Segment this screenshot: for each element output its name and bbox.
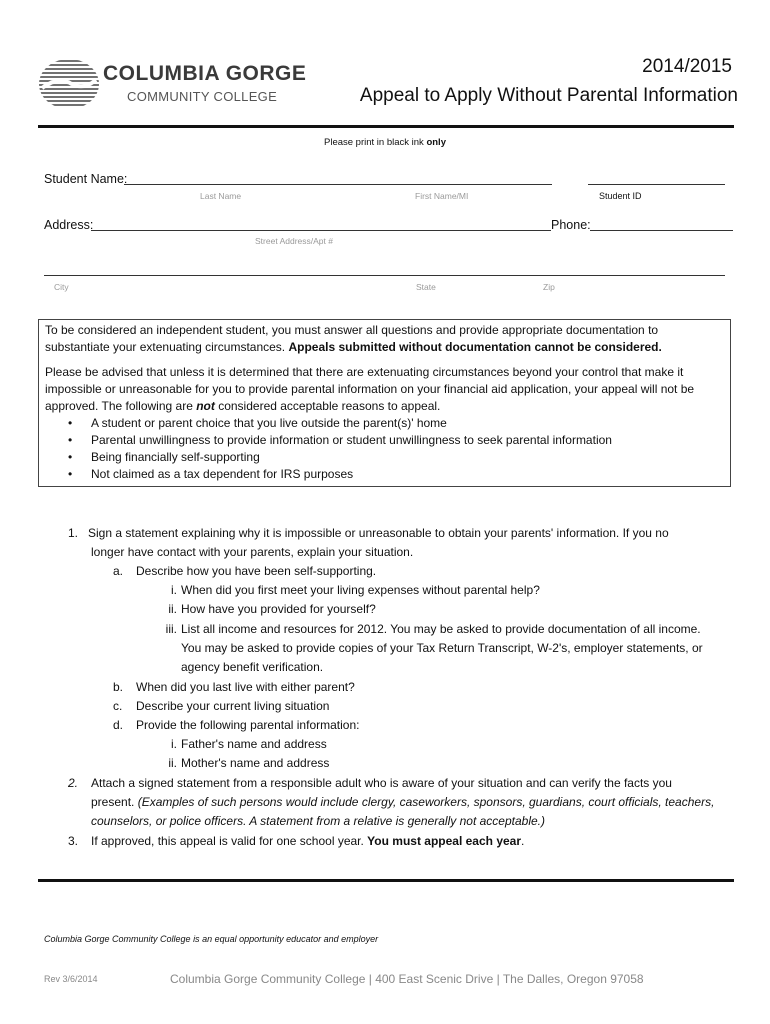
first-name-hint: First Name/MI	[415, 191, 469, 201]
instruction-1-cont: longer have contact with your parents, explain your situation.	[91, 545, 414, 559]
sub-marker: d.	[113, 718, 124, 732]
item-number: 1.	[68, 526, 79, 540]
sub-marker: ii.	[168, 602, 177, 616]
list-item: • Not claimed as a tax dependent for IRS purposes	[68, 467, 354, 481]
list-item: • Parental unwillingness to provide information or student unwillingness to seek parental information	[68, 433, 612, 447]
college-logo	[38, 58, 100, 110]
unacceptable-reasons-list	[45, 415, 724, 483]
phone-field[interactable]	[590, 230, 733, 231]
list-item: • A student or parent choice that you live outside the parent(s)' home	[68, 416, 447, 430]
sub-marker: i.	[171, 737, 177, 751]
address-field[interactable]	[91, 230, 551, 231]
item-number: 3.	[68, 834, 79, 848]
student-id-field[interactable]	[588, 184, 725, 185]
college-subtitle: COMMUNITY COLLEGE	[127, 89, 278, 104]
instruction-3: If approved, this appeal is valid for one school year. You must appeal each year.	[91, 834, 525, 848]
notice-p2-line3: approved. The following are not considered acceptable reasons to appeal.	[45, 399, 441, 413]
print-note: Please print in black ink only	[324, 137, 446, 148]
sub-item-d-ii: Mother's name and address	[181, 756, 330, 770]
eoe-statement: Columbia Gorge Community College is an equal opportunity educator and employer	[44, 934, 379, 944]
sub-item-d: Provide the following parental information:	[136, 718, 360, 732]
sub-item-a-iii: List all income and resources for 2012. You may be asked to provide documentation of all income.	[181, 622, 701, 636]
student-id-label: Student ID	[599, 191, 642, 201]
street-hint: Street Address/Apt #	[255, 236, 333, 246]
notice-box	[38, 319, 731, 487]
header-divider	[38, 125, 734, 128]
sub-marker: c.	[113, 699, 123, 713]
sub-marker: i.	[171, 583, 177, 597]
sub-item-c: Describe your current living situation	[136, 699, 330, 713]
sub-marker: a.	[113, 564, 124, 578]
sub-item-d-i: Father's name and address	[181, 737, 327, 751]
student-name-field[interactable]	[124, 184, 552, 185]
address-label: Address:	[44, 218, 94, 232]
footer-divider	[38, 879, 734, 882]
sub-item-a-i: When did you first meet your living expenses without parental help?	[181, 583, 540, 597]
zip-hint: Zip	[543, 282, 555, 292]
notice-p1-line1: To be considered an independent student, you must answer all questions and provide appropriate documentation to	[45, 323, 659, 337]
bullet-icon: •	[68, 433, 73, 447]
list-item: • Being financially self-supporting	[68, 450, 260, 464]
sub-marker: b.	[113, 680, 124, 694]
city-hint: City	[54, 282, 69, 292]
bullet-icon: •	[68, 467, 73, 481]
revision-date: Rev 3/6/2014	[44, 974, 98, 984]
bullet-icon: •	[68, 450, 73, 464]
sub-item-a-ii: How have you provided for yourself?	[181, 602, 376, 616]
last-name-hint: Last Name	[200, 191, 242, 201]
notice-p2-line2: impossible or unreasonable for you to provide parental information on your financial aid application, your appeal will not be	[45, 382, 695, 396]
form-title: Appeal to Apply Without Parental Information	[359, 85, 738, 106]
phone-label: Phone:	[551, 218, 591, 232]
instruction-2: Attach a signed statement from a responsible adult who is aware of your situation and can verify the facts you	[91, 776, 672, 790]
item-number: 2.	[68, 776, 79, 790]
instruction-2-cont: present. (Examples of such persons would include clergy, caseworkers, sponsors, guardians, court officials, teachers,	[91, 795, 715, 809]
instruction-1: Sign a statement explaining why it is impossible or unreasonable to obtain your parents' information. If you no	[88, 526, 669, 540]
student-name-label: Student Name:	[44, 172, 128, 186]
sub-marker: iii.	[165, 622, 177, 636]
notice-p2-line1: Please be advised that unless it is determined that there are extenuating circumstances beyond your control that make it	[45, 365, 684, 379]
sub-item-b: When did you last live with either parent?	[136, 680, 355, 694]
form-year: 2014/2015	[642, 56, 732, 77]
state-hint: State	[416, 282, 436, 292]
sub-item-a-iii-cont: agency benefit verification.	[181, 660, 324, 674]
sub-item-a-iii-cont: You may be asked to provide copies of your Tax Return Transcript, W-2's, employer statements, or	[181, 641, 703, 655]
footer-address: Columbia Gorge Community College | 400 East Scenic Drive | The Dalles, Oregon 97058	[170, 972, 644, 986]
instruction-2-cont: counselors, or police officers. A statement from a relative is generally not acceptable.)	[91, 814, 545, 828]
sub-marker: ii.	[168, 756, 177, 770]
bullet-icon: •	[68, 416, 73, 430]
notice-p1-line2: substantiate your extenuating circumstances. Appeals submitted without documentation cannot be considered.	[45, 340, 662, 354]
city-state-zip-field[interactable]	[44, 275, 725, 276]
sub-item-a: Describe how you have been self-supporting.	[136, 564, 377, 578]
college-name: COLUMBIA GORGE	[103, 62, 307, 85]
